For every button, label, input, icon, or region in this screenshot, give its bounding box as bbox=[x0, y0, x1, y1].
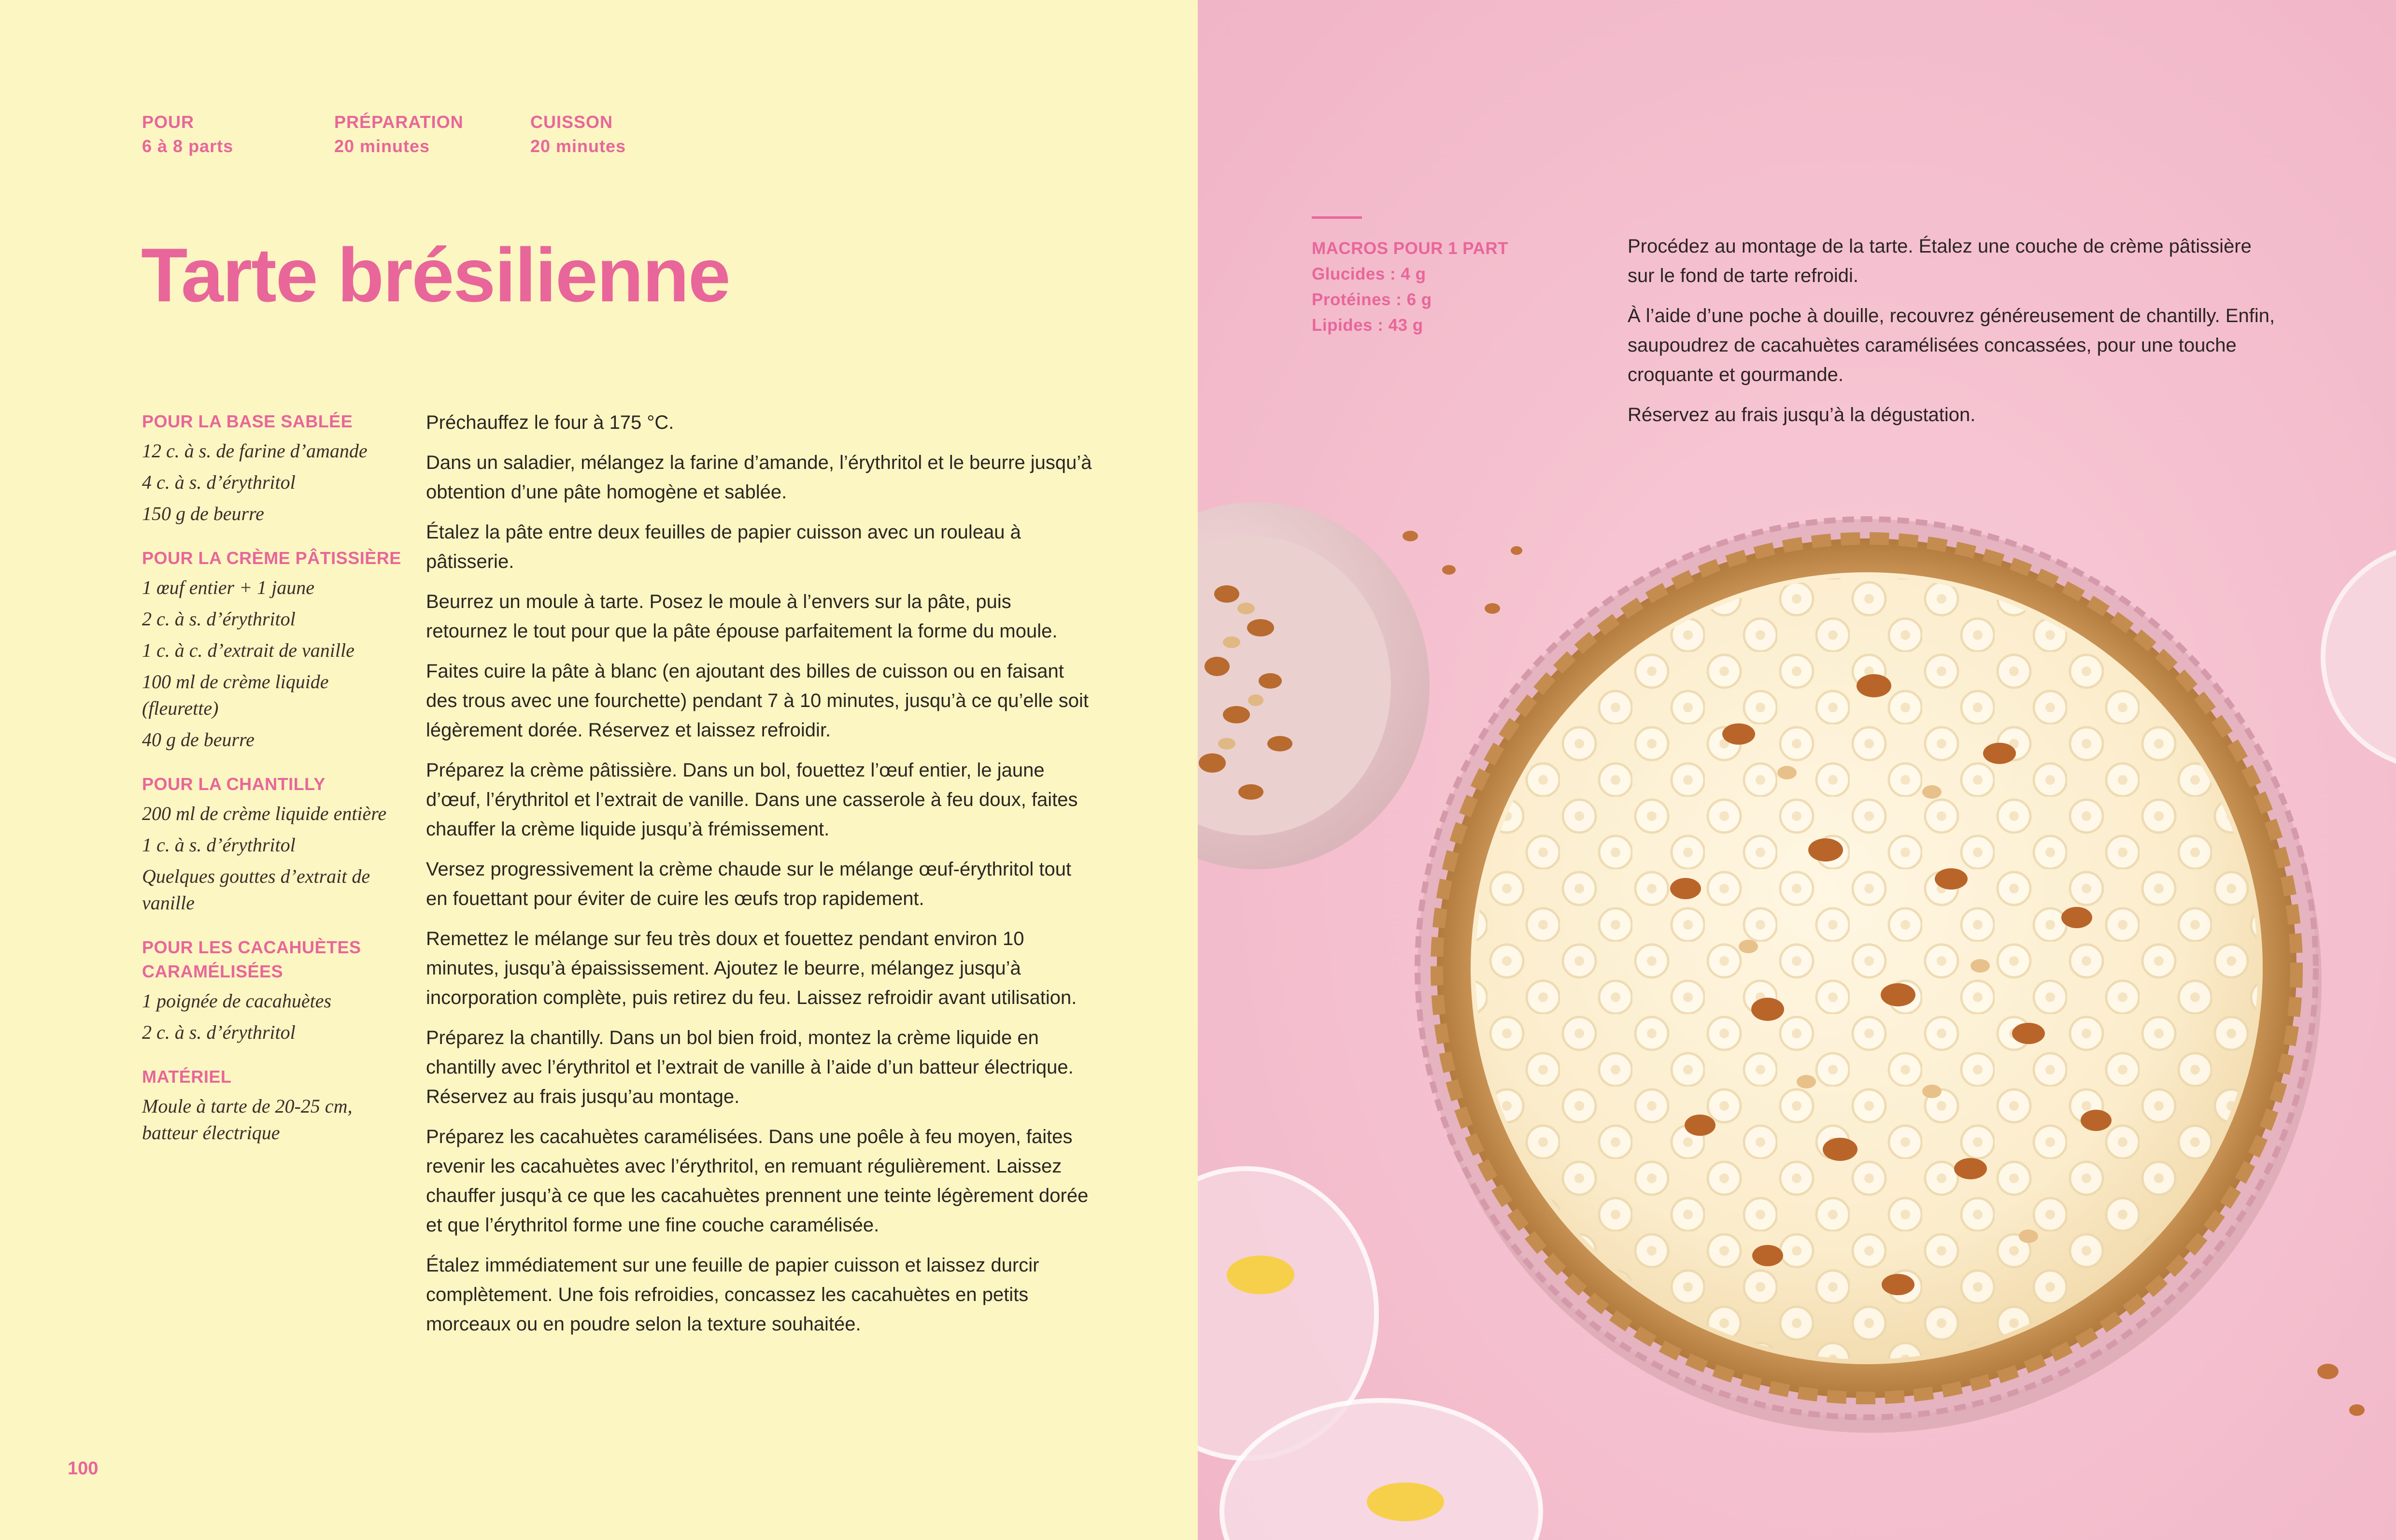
macros-block bbox=[1312, 236, 1534, 338]
meta-cook-label: CUISSON bbox=[530, 112, 613, 132]
instruction-step: Étalez la pâte entre deux feuilles de papier cuisson avec un rouleau à pâtisserie. bbox=[426, 522, 1021, 572]
ingredient-item: 1 c. à c. d’extrait de vanille bbox=[142, 639, 354, 661]
macros-protein: Protéines : 6 g bbox=[1312, 290, 1432, 309]
ingredient-item: 4 c. à s. d’érythritol bbox=[142, 471, 296, 493]
meta-serves-value: 6 à 8 parts bbox=[142, 136, 234, 156]
ingredient-item: Moule à tarte de 20-25 cm, batteur électrique bbox=[142, 1095, 353, 1144]
ingredient-item: 12 c. à s. de farine d’amande bbox=[142, 440, 368, 462]
assembly-step: Réservez au frais jusqu’à la dégustation. bbox=[1628, 404, 1976, 425]
instruction-step: Dans un saladier, mélangez la farine d’amande, l’érythritol et le beurre jusqu’à obtention d’une pâte homogène et sablée. bbox=[426, 452, 1092, 503]
assembly-step: Procédez au montage de la tarte. Étalez une couche de crème pâtissière sur le fond de tarte refroidi. bbox=[1628, 236, 2252, 286]
instruction-step: Faites cuire la pâte à blanc (en ajoutant des billes de cuisson ou en faisant des trous avec une fourchette) pendant 7 à 10 minutes, jusqu’à ce qu’elle soit légèrement dorée. Réservez et laissez refroidir. bbox=[426, 661, 1089, 741]
ingredient-group-chantilly bbox=[142, 772, 403, 916]
instruction-step: Préparez la chantilly. Dans un bol bien froid, montez la crème liquide en chantilly avec l’érythritol et l’extrait de vanille à l’aide d’un batteur électrique. Réservez au frais jusqu’au montage. bbox=[426, 1027, 1074, 1107]
tart-photo bbox=[1198, 0, 2396, 1540]
instruction-step: Remettez le mélange sur feu très doux et fouettez pendant environ 10 minutes, jusqu’à épaississement. Ajoutez le beurre, mélangez jusqu’à incorporation complète, puis retirez du feu. Laissez refroidir avant utilisation. bbox=[426, 928, 1077, 1008]
macros-heading: MACROS POUR 1 PART bbox=[1312, 239, 1508, 258]
instructions-column bbox=[426, 408, 1092, 1350]
ingredient-item: 1 œuf entier + 1 jaune bbox=[142, 577, 314, 598]
macros-divider bbox=[1312, 216, 1362, 219]
instruction-step: Préparez la crème pâtissière. Dans un bol, fouettez l’œuf entier, le jaune d’œuf, l’érythritol et l’extrait de vanille. Dans une casserole à feu doux, faites chauffer la crème liquide jusqu’à frémissement. bbox=[426, 760, 1078, 840]
instruction-step: Préchauffez le four à 175 °C. bbox=[426, 412, 674, 433]
meta-prep-label: PRÉPARATION bbox=[334, 112, 464, 132]
ingredient-item: Quelques gouttes d’extrait de vanille bbox=[142, 865, 370, 914]
ingredient-group-base bbox=[142, 410, 403, 527]
meta-serves-label: POUR bbox=[142, 112, 195, 132]
macros-fat: Lipides : 43 g bbox=[1312, 316, 1423, 335]
ingredient-item: 2 c. à s. d’érythritol bbox=[142, 608, 296, 630]
right-page bbox=[1198, 0, 2396, 1540]
ingredient-group-heading: POUR LA CHANTILLY bbox=[142, 774, 326, 794]
page-number: 100 bbox=[68, 1458, 99, 1479]
tart-illustration bbox=[1418, 519, 2322, 1433]
ingredient-item: 200 ml de crème liquide entière bbox=[142, 803, 387, 824]
ingredient-group-heading: POUR LA BASE SABLÉE bbox=[142, 411, 353, 431]
ingredient-group-heading: POUR LES CACAHUÈTES CARAMÉLISÉES bbox=[142, 937, 361, 981]
assembly-step: À l’aide d’une poche à douille, recouvrez généreusement de chantilly. Enfin, saupoudrez de cacahuètes caramélisées concassées, pour une touche croquante et gourmande. bbox=[1628, 305, 2275, 385]
meta-cook-value: 20 minutes bbox=[530, 136, 626, 156]
recipe-title: Tarte brésilienne bbox=[141, 233, 730, 318]
ingredient-item: 100 ml de crème liquide (fleurette) bbox=[142, 671, 329, 719]
ingredient-item: 150 g de beurre bbox=[142, 503, 264, 524]
ingredient-group-heading: POUR LA CRÈME PÂTISSIÈRE bbox=[142, 548, 401, 568]
ingredient-group-peanuts bbox=[142, 935, 403, 1046]
ingredient-item: 1 poignée de cacahuètes bbox=[142, 990, 332, 1012]
ingredient-item: 2 c. à s. d’érythritol bbox=[142, 1021, 296, 1043]
meta-cook bbox=[530, 110, 626, 158]
ingredient-item: 40 g de beurre bbox=[142, 729, 255, 750]
meta-serves bbox=[142, 110, 233, 158]
assembly-instructions bbox=[1628, 232, 2280, 440]
macros-carbs: Glucides : 4 g bbox=[1312, 265, 1426, 283]
ingredients-column bbox=[142, 410, 403, 1165]
instruction-step: Versez progressivement la crème chaude sur le mélange œuf-érythritol tout en fouettant pour éviter de cuire les œufs trop rapidement. bbox=[426, 859, 1072, 909]
instruction-step: Préparez les cacahuètes caramélisées. Dans une poêle à feu moyen, faites revenir les cacahuètes avec l’érythritol, en remuant régulièrement. Laissez chauffer jusqu’à ce que les cacahuètes prennent une teinte légèrement dorée et que l’érythritol forme une fine couche caramélisée. bbox=[426, 1126, 1089, 1236]
ingredient-group-equipment bbox=[142, 1065, 403, 1146]
meta-prep bbox=[334, 110, 464, 158]
instruction-step: Étalez immédiatement sur une feuille de papier cuisson et laissez durcir complètement. Une fois refroidies, concassez les cacahuètes en petits morceaux ou en poudre selon la texture souhaitée. bbox=[426, 1255, 1039, 1335]
instruction-step: Beurrez un moule à tarte. Posez le moule à l’envers sur la pâte, puis retournez le tout pour que la pâte épouse parfaitement la forme du moule. bbox=[426, 591, 1058, 642]
ingredient-group-heading: MATÉRIEL bbox=[142, 1067, 232, 1087]
meta-prep-value: 20 minutes bbox=[334, 136, 430, 156]
ingredient-item: 1 c. à s. d’érythritol bbox=[142, 834, 296, 856]
ingredient-group-creme bbox=[142, 546, 403, 753]
